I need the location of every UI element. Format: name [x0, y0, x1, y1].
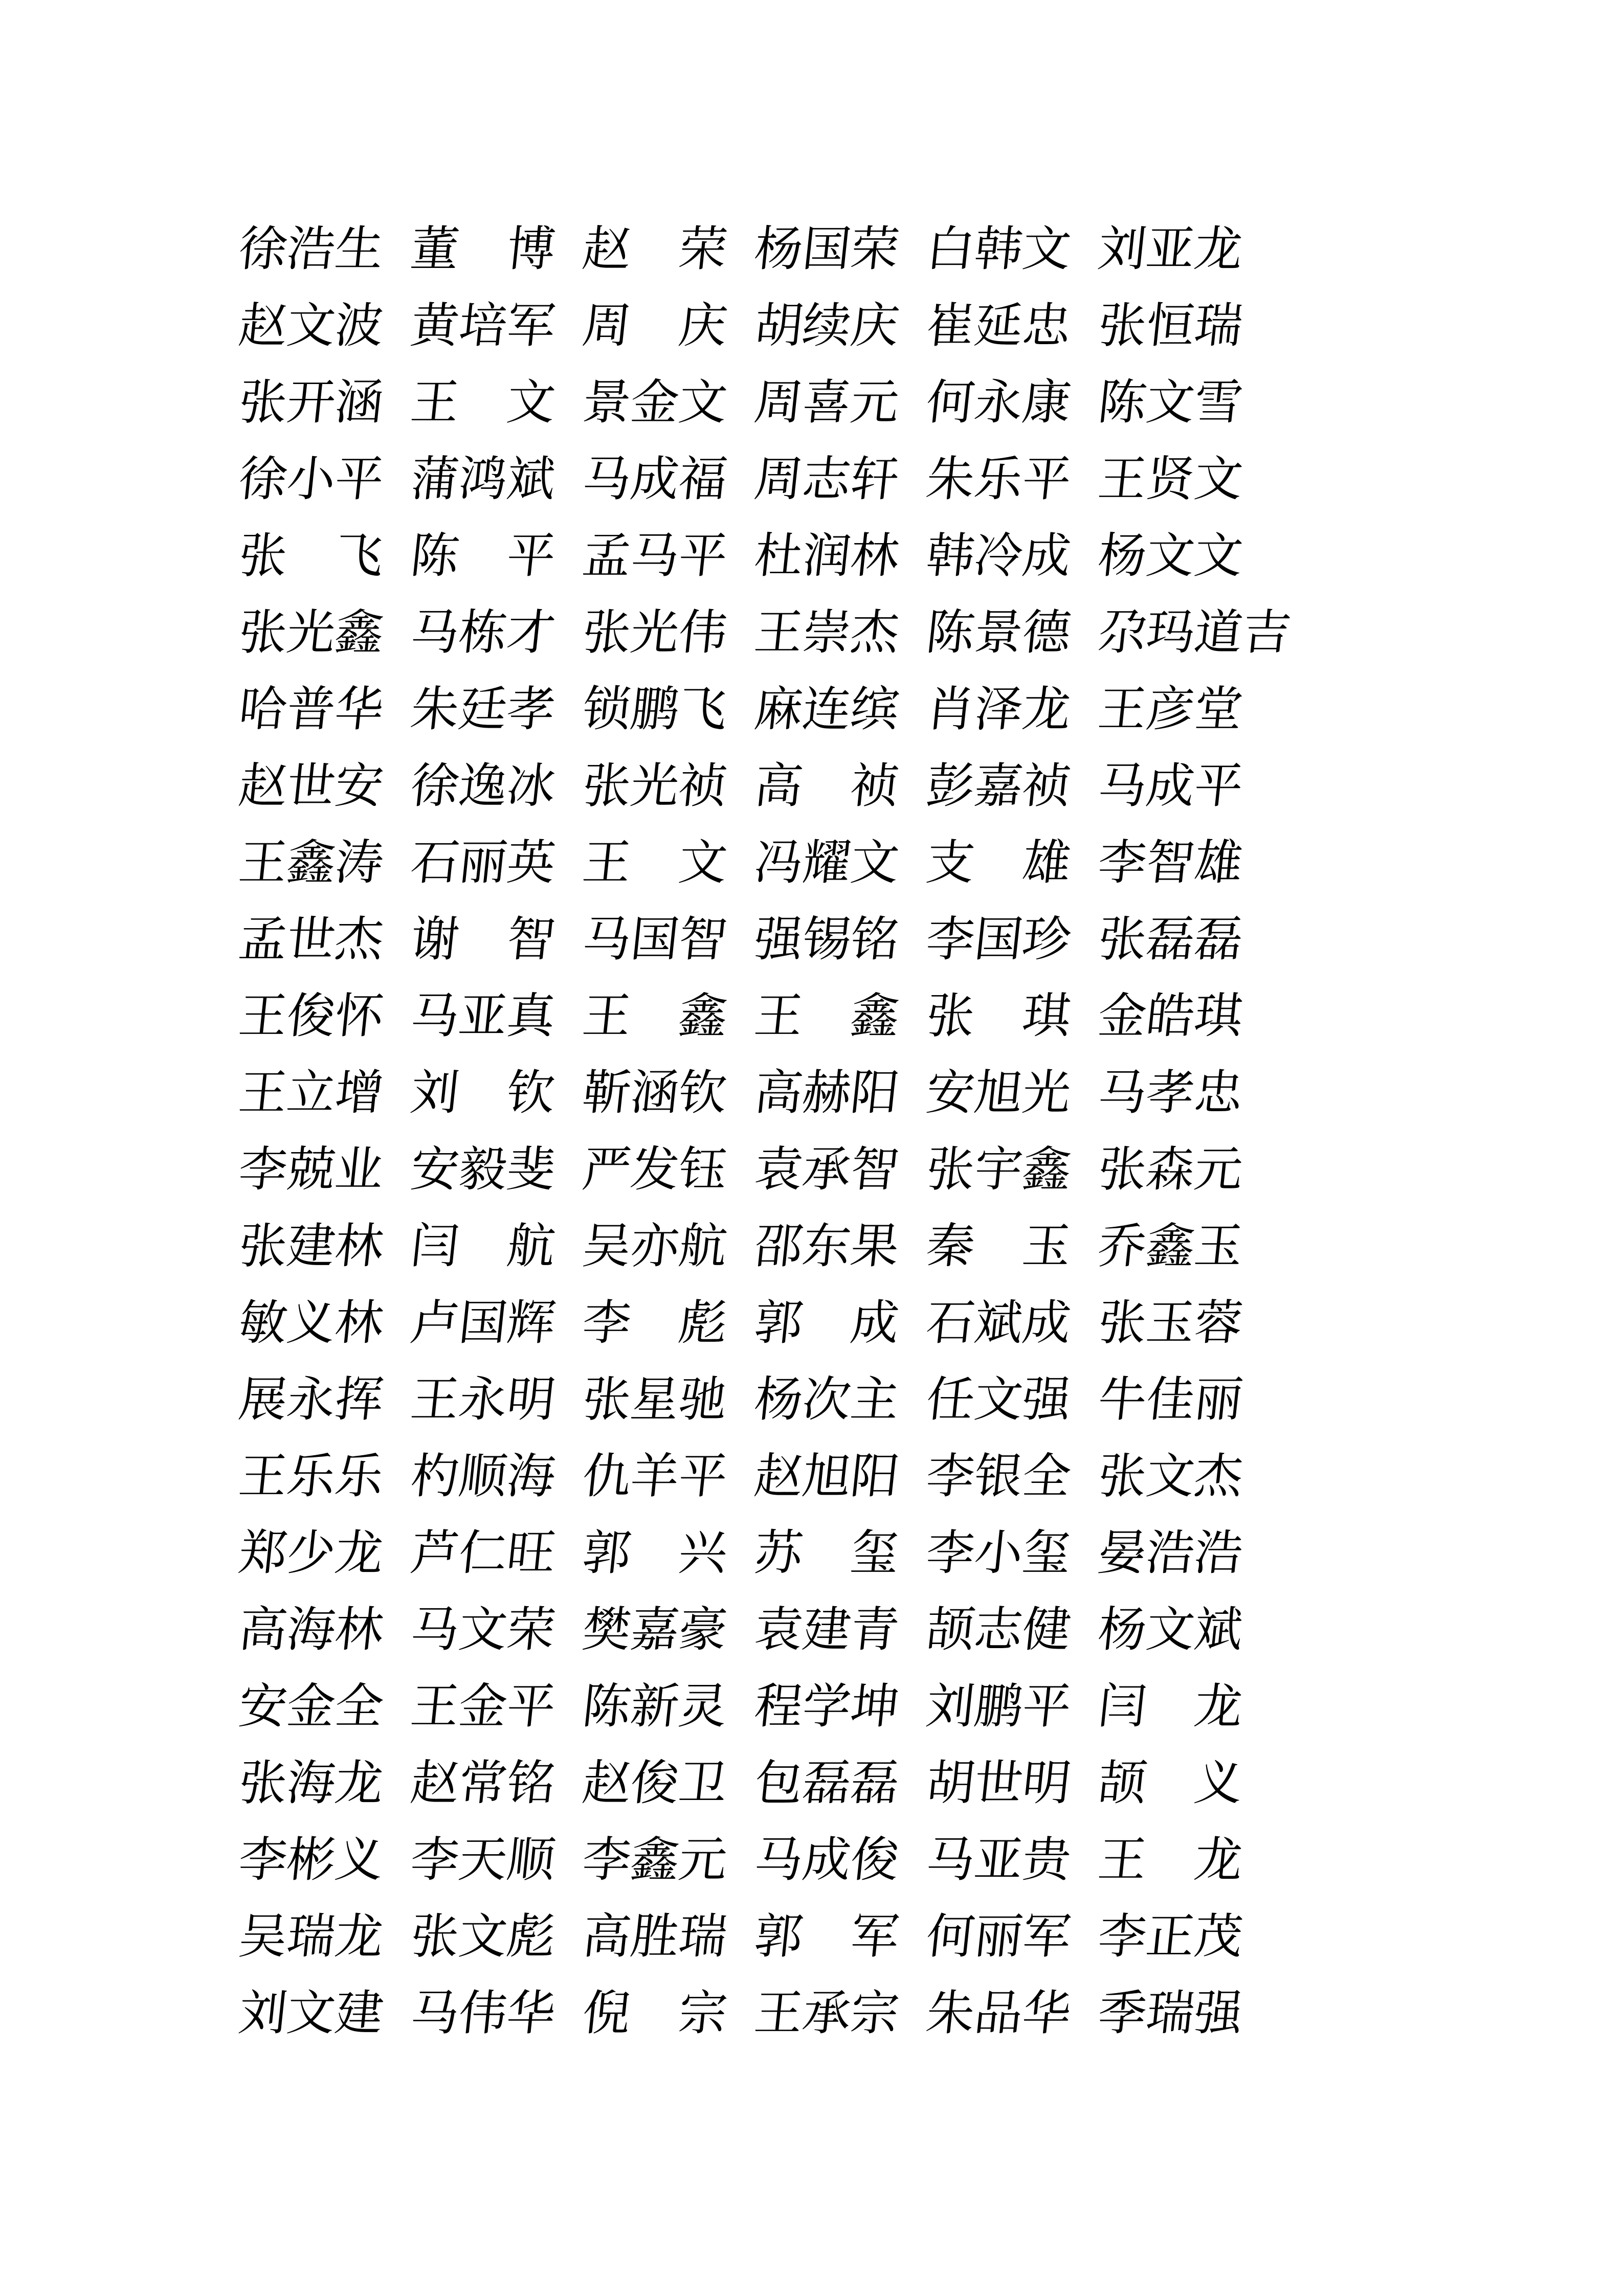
- name-cell: 王俊怀: [236, 990, 386, 1043]
- name-cell: 任文强: [923, 1374, 1074, 1427]
- name-cell: 彭嘉祯: [923, 760, 1074, 813]
- name-cell: 马国智: [580, 913, 730, 966]
- name-cell: 麻连缤: [751, 683, 902, 736]
- name-cell: 韩冷成: [923, 530, 1074, 583]
- name-row: [236, 1450, 1245, 1503]
- name-cell: 陈景德: [923, 606, 1074, 660]
- name-cell: 王鑫涛: [236, 837, 386, 890]
- name-cell: 吴瑞龙: [236, 1910, 386, 1964]
- name-cell: 张星驰: [580, 1374, 730, 1427]
- name-cell: 锁鹏飞: [580, 683, 730, 736]
- name-cell: 朱乐平: [923, 453, 1074, 506]
- name-cell: 王乐乐: [236, 1450, 386, 1503]
- name-cell: 胡续庆: [751, 300, 902, 353]
- name-cell: 郭 军: [751, 1910, 902, 1964]
- name-cell: 杨文文: [1095, 530, 1245, 583]
- name-row: [236, 990, 1245, 1043]
- name-cell: 强锡铭: [751, 913, 902, 966]
- name-cell: 王金平: [408, 1680, 558, 1734]
- name-cell: 秦 玉: [923, 1220, 1074, 1273]
- name-cell: 郑少龙: [236, 1527, 386, 1580]
- name-row: [236, 376, 1245, 430]
- name-cell: 乔鑫玉: [1095, 1220, 1245, 1273]
- name-cell: 赵世安: [236, 760, 386, 813]
- name-cell: 石丽英: [408, 837, 558, 890]
- name-row: [236, 1297, 1245, 1350]
- name-cell: 马成平: [1095, 760, 1245, 813]
- name-row: [236, 453, 1245, 506]
- name-cell: 胡世明: [923, 1757, 1074, 1810]
- name-cell: 陈 平: [408, 530, 558, 583]
- name-cell: 刘亚龙: [1095, 223, 1245, 276]
- name-cell: 李国珍: [923, 913, 1074, 966]
- name-cell: 李天顺: [408, 1834, 558, 1887]
- name-cell: 冯耀文: [751, 837, 902, 890]
- name-cell: 张磊磊: [1095, 913, 1245, 966]
- name-cell: 吴亦航: [580, 1220, 730, 1273]
- name-row: [236, 683, 1245, 736]
- name-cell: 张 飞: [236, 530, 386, 583]
- name-cell: 赵文波: [236, 300, 386, 353]
- name-cell: 程学坤: [751, 1680, 902, 1734]
- name-cell: 闫 龙: [1095, 1680, 1245, 1734]
- name-row: [236, 913, 1245, 966]
- name-cell: 何丽军: [923, 1910, 1074, 1964]
- name-cell: 马伟华: [408, 1987, 558, 2040]
- name-cell: 张文杰: [1095, 1450, 1245, 1503]
- name-cell: 崔延忠: [923, 300, 1074, 353]
- name-cell: 张宇鑫: [923, 1143, 1074, 1197]
- name-cell: 徐浩生: [236, 223, 386, 276]
- name-cell: 王 鑫: [580, 990, 730, 1043]
- name-cell: 张恒瑞: [1095, 300, 1245, 353]
- name-cell: 牛佳丽: [1095, 1374, 1245, 1427]
- name-cell: 赵 荣: [580, 223, 730, 276]
- name-cell: 靳涵钦: [580, 1067, 730, 1120]
- name-cell: 李正茂: [1095, 1910, 1245, 1964]
- name-cell: 陈文雪: [1095, 376, 1245, 430]
- name-row: [236, 1374, 1245, 1427]
- name-cell: 李鑫元: [580, 1834, 730, 1887]
- name-cell: 张海龙: [236, 1757, 386, 1810]
- name-cell: 邵东果: [751, 1220, 902, 1273]
- name-cell: 谢 智: [408, 913, 558, 966]
- name-cell: 杜润林: [751, 530, 902, 583]
- names-grid: [236, 223, 1294, 2065]
- name-cell: 王 文: [408, 376, 558, 430]
- name-cell: 马亚贵: [923, 1834, 1074, 1887]
- name-cell: 安金全: [236, 1680, 386, 1734]
- name-cell: 王崇杰: [751, 606, 902, 660]
- name-cell: 赵俊卫: [580, 1757, 730, 1810]
- name-cell: 朱廷孝: [408, 683, 558, 736]
- name-row: [236, 1987, 1245, 2040]
- name-cell: 哈普华: [236, 683, 386, 736]
- name-cell: 杨次主: [751, 1374, 902, 1427]
- name-row: [236, 300, 1245, 353]
- name-cell: 张开涵: [236, 376, 386, 430]
- name-cell: 闫 航: [408, 1220, 558, 1273]
- name-cell: 马文荣: [408, 1604, 558, 1657]
- name-cell: 陈新灵: [580, 1680, 730, 1734]
- name-cell: 颉志健: [923, 1604, 1074, 1657]
- name-cell: 王立增: [236, 1067, 386, 1120]
- name-cell: 周 庆: [580, 300, 730, 353]
- name-cell: 李智雄: [1095, 837, 1245, 890]
- name-cell: 张光祯: [580, 760, 730, 813]
- name-cell: 李小玺: [923, 1527, 1074, 1580]
- name-cell: 王 鑫: [751, 990, 902, 1043]
- name-cell: 刘文建: [236, 1987, 386, 2040]
- name-cell: 高赫阳: [751, 1067, 902, 1120]
- name-cell: 王承宗: [751, 1987, 902, 2040]
- name-cell: 董 博: [408, 223, 558, 276]
- name-cell: 安旭光: [923, 1067, 1074, 1120]
- name-cell: 倪 宗: [580, 1987, 730, 2040]
- name-cell: 李银全: [923, 1450, 1074, 1503]
- name-cell: 徐逸冰: [408, 760, 558, 813]
- name-cell: 马成俊: [751, 1834, 902, 1887]
- name-cell: 马栋才: [408, 606, 558, 660]
- name-cell: 马成福: [580, 453, 730, 506]
- name-cell: 张光鑫: [236, 606, 386, 660]
- name-row: [236, 530, 1245, 583]
- name-cell: 景金文: [580, 376, 730, 430]
- name-cell: 肖泽龙: [923, 683, 1074, 736]
- name-cell: 樊嘉豪: [580, 1604, 730, 1657]
- name-cell: 徐小平: [236, 453, 386, 506]
- name-cell: 金皓琪: [1095, 990, 1245, 1043]
- name-cell: 芦仁旺: [408, 1527, 558, 1580]
- name-cell: 刘鹏平: [923, 1680, 1074, 1734]
- name-cell: 黄培军: [408, 300, 558, 353]
- name-cell: 李彬义: [236, 1834, 386, 1887]
- name-cell: 张森元: [1095, 1143, 1245, 1197]
- name-cell: 张 琪: [923, 990, 1074, 1043]
- name-cell: 高海林: [236, 1604, 386, 1657]
- name-cell: 王 龙: [1095, 1834, 1245, 1887]
- name-cell: 王 文: [580, 837, 730, 890]
- name-cell: 王彦堂: [1095, 683, 1245, 736]
- name-row: [236, 1680, 1245, 1734]
- name-cell: 敏义林: [236, 1297, 386, 1350]
- name-row: [236, 760, 1245, 813]
- name-cell: 郭 成: [751, 1297, 902, 1350]
- name-row: [236, 1220, 1245, 1273]
- name-row: [236, 1834, 1245, 1887]
- name-row: [236, 606, 1294, 660]
- name-cell: 张玉蓉: [1095, 1297, 1245, 1350]
- name-cell: 袁建青: [751, 1604, 902, 1657]
- name-cell: 孟世杰: [236, 913, 386, 966]
- name-cell: 石斌成: [923, 1297, 1074, 1350]
- name-cell: 仇羊平: [580, 1450, 730, 1503]
- name-row: [236, 837, 1245, 890]
- name-cell: 包磊磊: [751, 1757, 902, 1810]
- name-row: [236, 1910, 1245, 1964]
- name-cell: 张文彪: [408, 1910, 558, 1964]
- name-cell: 杨文斌: [1095, 1604, 1245, 1657]
- name-cell: 郭 兴: [580, 1527, 730, 1580]
- name-cell: 支 雄: [923, 837, 1074, 890]
- name-row: [236, 1604, 1245, 1657]
- name-cell: 严发钰: [580, 1143, 730, 1197]
- name-row: [236, 1757, 1245, 1810]
- name-cell: 刘 钦: [408, 1067, 558, 1120]
- name-cell: 苏 玺: [751, 1527, 902, 1580]
- name-cell: 孟马平: [580, 530, 730, 583]
- name-row: [236, 1143, 1245, 1197]
- name-cell: 周喜元: [751, 376, 902, 430]
- name-cell: 季瑞强: [1095, 1987, 1245, 2040]
- name-cell: 马亚真: [408, 990, 558, 1043]
- name-cell: 展永挥: [236, 1374, 386, 1427]
- name-cell: 卢国辉: [408, 1297, 558, 1350]
- name-row: [236, 1527, 1245, 1580]
- name-row: [236, 223, 1245, 276]
- name-cell: 何永康: [923, 376, 1074, 430]
- name-cell: 赵常铭: [408, 1757, 558, 1810]
- name-cell: 晏浩浩: [1095, 1527, 1245, 1580]
- name-cell: 高胜瑞: [580, 1910, 730, 1964]
- name-row: [236, 1067, 1245, 1120]
- name-cell: 安毅斐: [408, 1143, 558, 1197]
- name-cell: 袁承智: [751, 1143, 902, 1197]
- name-cell: 尕玛道吉: [1095, 606, 1294, 660]
- name-cell: 张光伟: [580, 606, 730, 660]
- name-cell: 马孝忠: [1095, 1067, 1245, 1120]
- name-cell: 杓顺海: [408, 1450, 558, 1503]
- name-cell: 李兢业: [236, 1143, 386, 1197]
- name-cell: 王贤文: [1095, 453, 1245, 506]
- name-cell: 杨国荣: [751, 223, 902, 276]
- name-cell: 王永明: [408, 1374, 558, 1427]
- name-cell: 白韩文: [923, 223, 1074, 276]
- name-cell: 张建林: [236, 1220, 386, 1273]
- name-cell: 蒲鸿斌: [408, 453, 558, 506]
- name-cell: 高 祯: [751, 760, 902, 813]
- name-cell: 李 彪: [580, 1297, 730, 1350]
- name-cell: 朱品华: [923, 1987, 1074, 2040]
- name-cell: 颉 义: [1095, 1757, 1245, 1810]
- name-cell: 赵旭阳: [751, 1450, 902, 1503]
- name-cell: 周志轩: [751, 453, 902, 506]
